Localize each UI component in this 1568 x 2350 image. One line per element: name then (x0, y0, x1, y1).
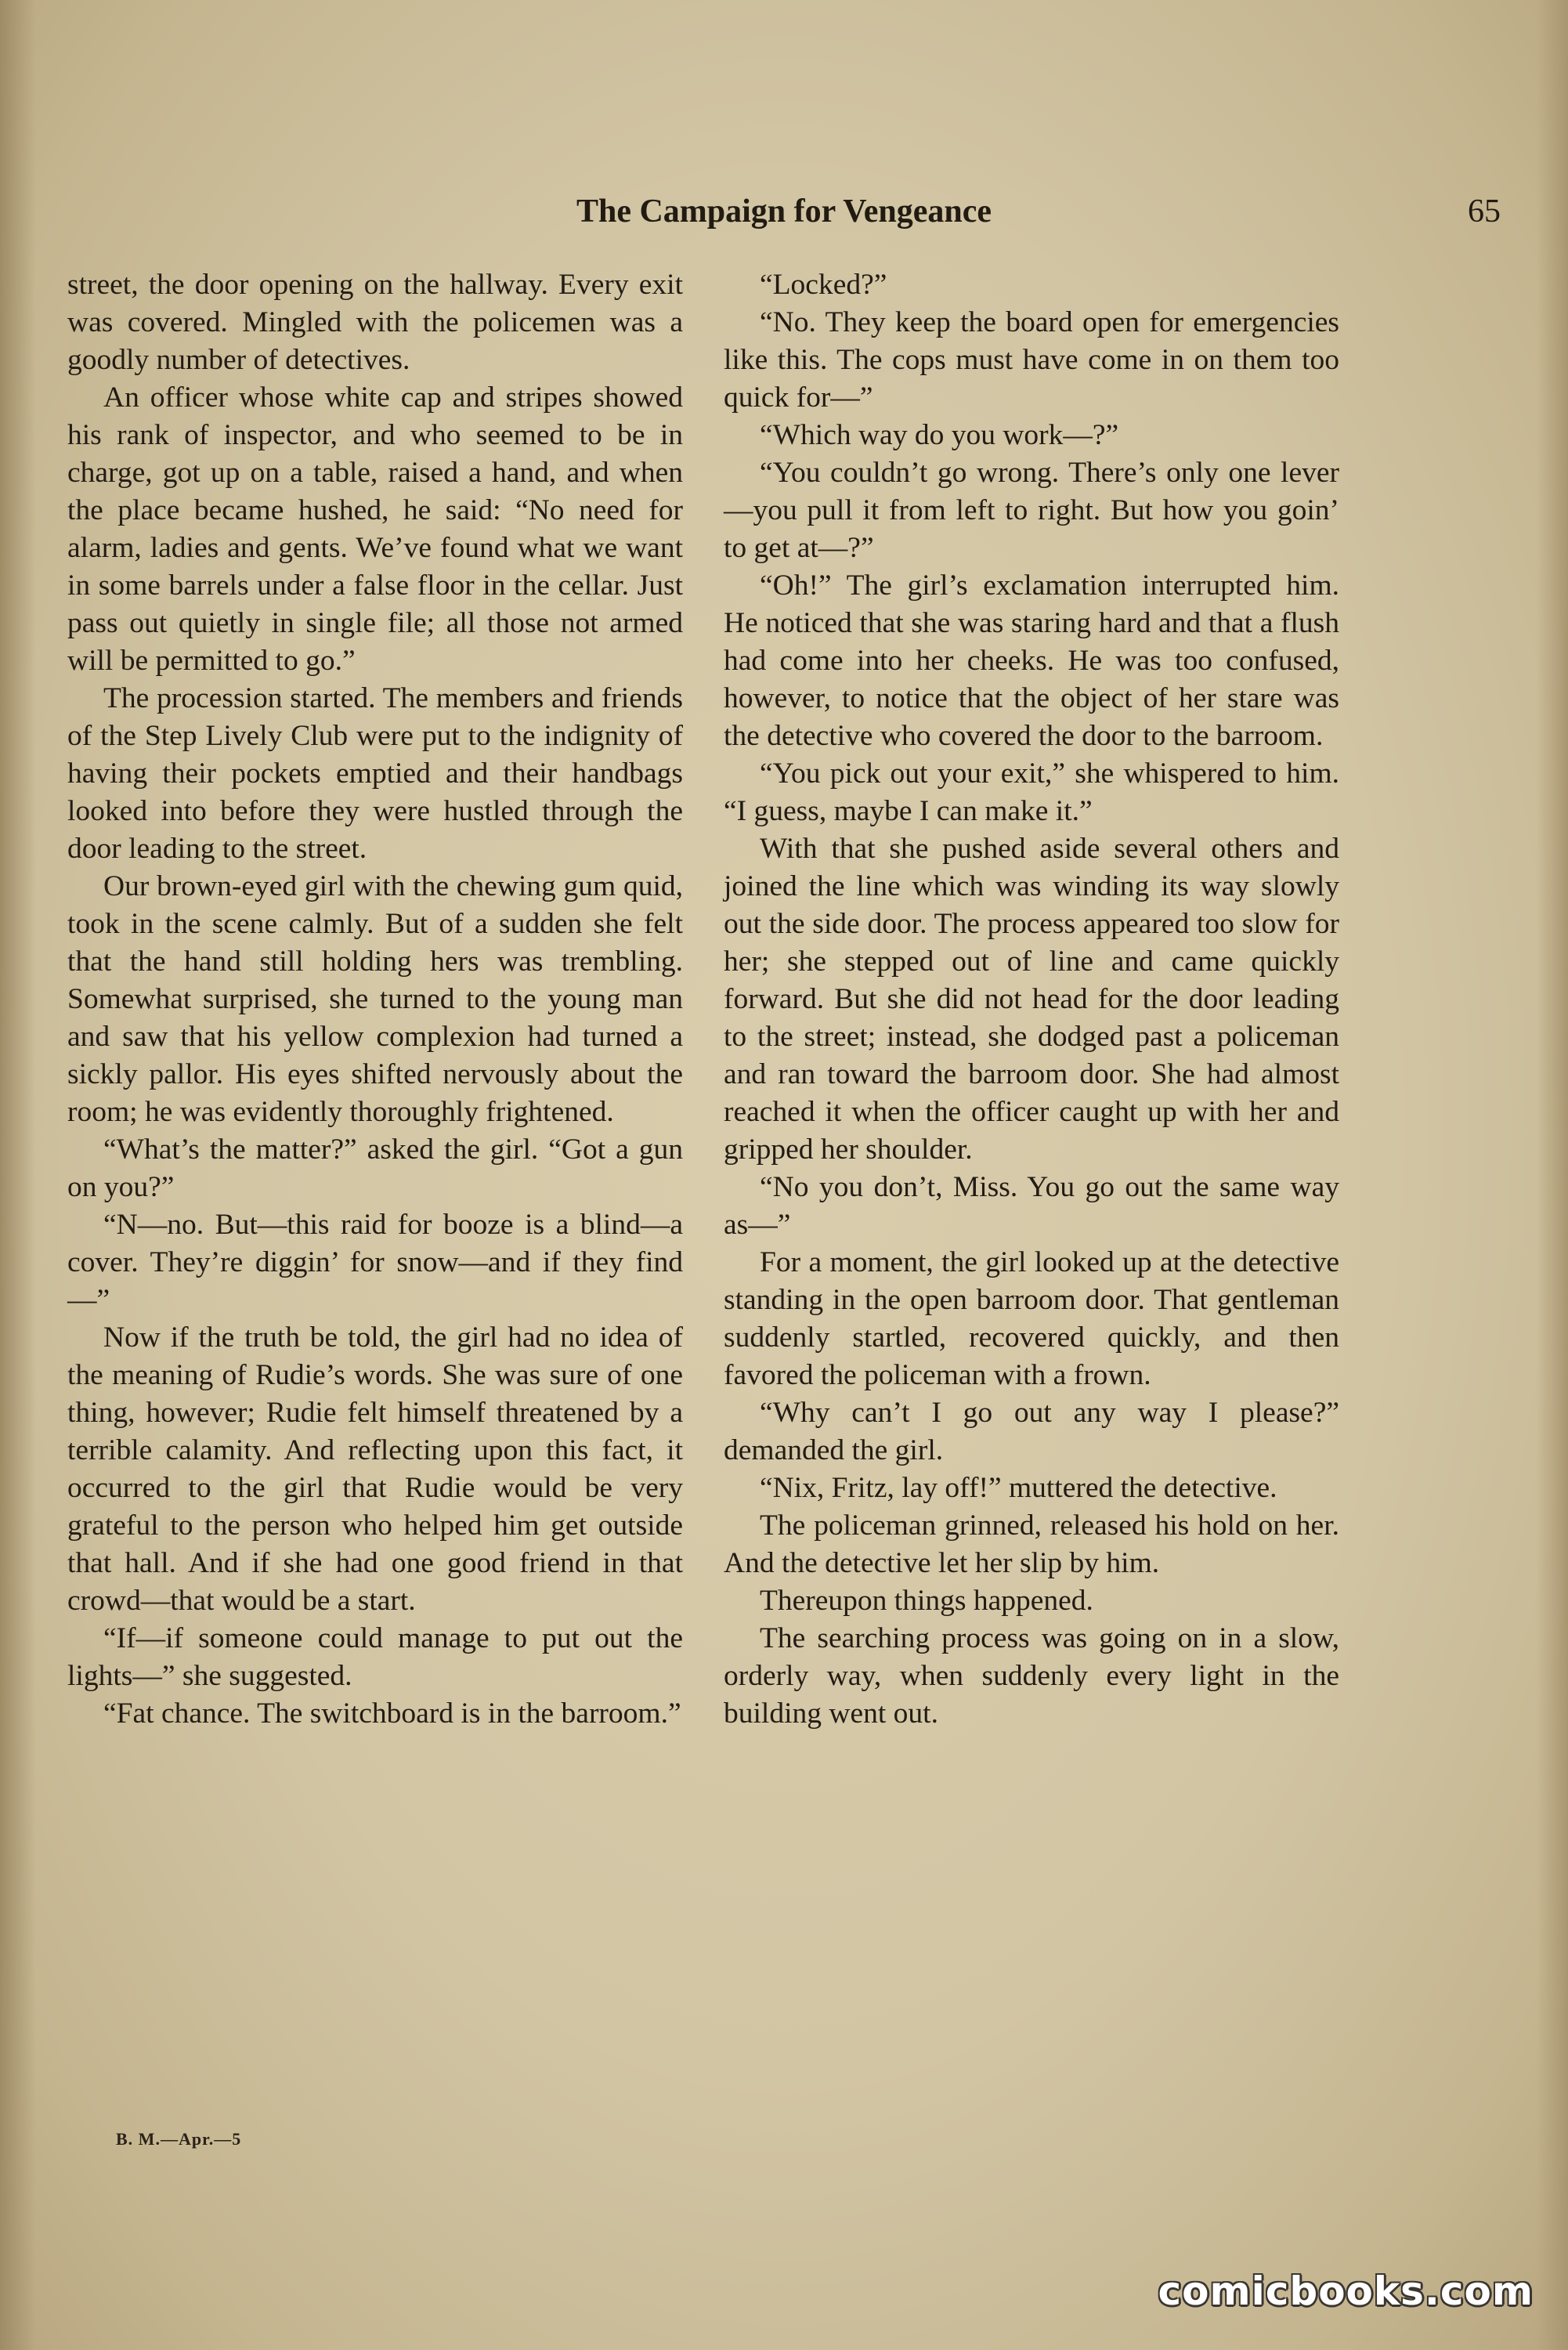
paragraph: “You couldn’t go wrong. There’s only one lever—you pull it from left to right. But how you goin’ to get at—?” (724, 457, 1339, 564)
paragraph: Now if the truth be told, the girl had no idea of the meaning of Rudie’s words. She was sure of one thing, however; Rudie felt himself threatened by a terrible calamity. And reflecting upon this fact, it occurred to the girl that Rudie would be very grateful to the person who helped him get outside that hall. And if she had one good friend in that crowd—that would be a start. (67, 1321, 683, 1617)
paragraph: “Locked?” (760, 269, 887, 301)
signature-mark: B. M.—Apr.—5 (116, 2129, 242, 2149)
paragraph: Thereupon things happened. (760, 1585, 1093, 1617)
paragraph: The searching process was going on in a slow, orderly way, when suddenly every light in the building went out. (724, 1622, 1339, 1730)
page-edge-shadow-right (1537, 0, 1568, 2350)
left-text-column (67, 266, 683, 1733)
paragraph: “No. They keep the board open for emergencies like this. The cops must have come in on them too quick for—” (724, 306, 1339, 414)
paragraph: “You pick out your exit,” she whispered to him. “I guess, maybe I can make it.” (724, 757, 1339, 827)
paragraph: An officer whose white cap and stripes showed his rank of inspector, and who seemed to be in charge, got up on a table, raised a hand, and when the place became hushed, he said: “No need for alarm, ladies and gents. We’ve found what we want in some barrels under a false floor in the cellar. Just pass out quietly in single file; all those not armed will be permitted to go.” (67, 381, 683, 677)
paragraph: “Why can’t I go out any way I please?” demanded the girl. (724, 1397, 1339, 1466)
paragraph: “Oh!” The girl’s exclamation interrupted him. He noticed that she was staring hard and that a flush had come into her cheeks. He was too confused, however, to notice that the object of her stare was the detective who covered the door to the barroom. (724, 569, 1339, 752)
page-number: 65 (1468, 193, 1501, 230)
paragraph: The procession started. The members and friends of the Step Lively Club were put to the indignity of having their pockets emptied and their handbags looked into before they were hustled through the door leading to the street. (67, 682, 683, 865)
site-watermark: comicbooks.com (1158, 2269, 1534, 2314)
paragraph: street, the door opening on the hallway. Every exit was covered. Mingled with the policemen was a goodly number of detectives. (67, 269, 683, 376)
paragraph: “No you don’t, Miss. You go out the same way as—” (724, 1171, 1339, 1241)
paragraph: “What’s the matter?” asked the girl. “Got a gun on you?” (67, 1133, 683, 1203)
paragraph: Our brown-eyed girl with the chewing gum quid, took in the scene calmly. But of a sudden she felt that the hand still holding hers was trembling. Somewhat surprised, she turned to the young man and saw that his yellow complexion had turned a sickly pallor. His eyes shifted nervously about the room; he was evidently thoroughly frightened. (67, 870, 683, 1128)
right-text-column (724, 266, 1339, 1733)
paragraph: “N—no. But—this raid for booze is a blind—a cover. They’re diggin’ for snow—and if they find—” (67, 1209, 683, 1316)
paragraph: “Which way do you work—?” (760, 419, 1119, 451)
paragraph: The policeman grinned, released his hold on her. And the detective let her slip by him. (724, 1509, 1339, 1579)
paragraph: “If—if someone could manage to put out the lights—” she suggested. (67, 1622, 683, 1692)
running-title: The Campaign for Vengeance (576, 193, 992, 230)
binding-shadow-left (0, 0, 36, 2350)
paragraph: “Nix, Fritz, lay off!” muttered the detective. (760, 1472, 1277, 1504)
page-header (67, 188, 1501, 243)
paragraph: For a moment, the girl looked up at the detective standing in the open barroom door. That gentleman suddenly startled, recovered quickly, and then favored the policeman with a frown. (724, 1246, 1339, 1391)
paragraph: “Fat chance. The switchboard is in the barroom.” (103, 1697, 681, 1730)
paragraph: With that she pushed aside several others and joined the line which was winding its way slowly out the side door. The process appeared too slow for her; she stepped out of line and came quickly forward. But she did not head for the door leading to the street; instead, she dodged past a policeman and ran toward the barroom door. She had almost reached it when the officer caught up with her and gripped her shoulder. (724, 833, 1339, 1166)
